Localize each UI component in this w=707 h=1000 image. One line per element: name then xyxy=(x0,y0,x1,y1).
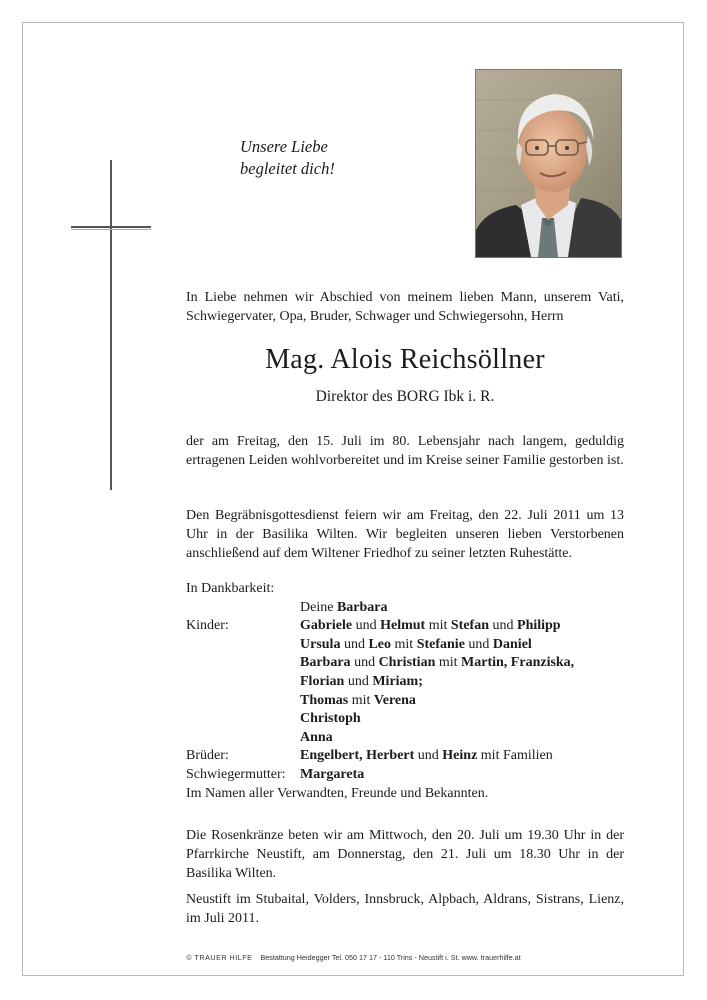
motto-line-2: begleitet dich! xyxy=(240,159,335,178)
connector: und xyxy=(464,636,493,652)
cross-bar-shadow xyxy=(71,229,151,230)
portrait-photo xyxy=(475,69,622,258)
mourners-list xyxy=(186,580,626,803)
child-line xyxy=(300,636,626,655)
child-name: Stefan xyxy=(450,618,490,634)
brothers-row xyxy=(186,747,626,766)
intro-text: In Liebe nehmen wir Abschied von meinem lieben Mann, unserem Vati, Schwiegervater, Opa, Bruder, Schwager und Schwiegersohn, Herrn xyxy=(186,290,624,324)
child-name: Christian xyxy=(378,655,436,671)
child-name: Daniel xyxy=(492,636,532,652)
child-name: Leo xyxy=(368,636,392,652)
cross-icon xyxy=(110,160,112,490)
children-label: Kinder: xyxy=(186,618,229,634)
connector: mit xyxy=(348,692,374,708)
child-line xyxy=(300,710,626,729)
child-name: Barbara xyxy=(300,655,351,671)
deceased-title: Direktor des BORG Ibk i. R. xyxy=(315,388,495,405)
death-text: der am Freitag, den 15. Juli im 80. Lebensjahr nach langem, geduldig ertragenen Leiden wohlvorbereitet und im Kreise seiner Familie gestorben ist. xyxy=(186,434,624,468)
footer xyxy=(0,953,707,962)
closing-text: Im Namen aller Verwandten, Freunde und Bekannten. xyxy=(186,785,489,801)
rosary-text: Die Rosenkränze beten wir am Mittwoch, den 20. Juli um 19.30 Uhr in der Pfarrkirche Neustift, am Donnerstag, den 21. Juli um 18.30 Uhr in der Basilika Wilten. xyxy=(186,828,624,881)
deceased-name: Mag. Alois Reichsöllner xyxy=(265,344,545,375)
child-line xyxy=(300,729,626,748)
motto-line-1: Unsere Liebe xyxy=(240,137,328,156)
child-line xyxy=(300,673,626,692)
child-line xyxy=(300,654,626,673)
wife-name: Barbara xyxy=(336,599,388,615)
child-name: Philipp xyxy=(517,618,561,634)
mother-in-law-row xyxy=(186,766,626,785)
mourners-heading: In Dankbarkeit: xyxy=(186,581,275,596)
child-name: Martin, Franziska, xyxy=(461,655,575,671)
connector: mit xyxy=(391,636,417,652)
motto xyxy=(240,136,335,180)
child-name: Helmut xyxy=(380,618,426,634)
footer-info: Bestattung Heidegger Tel. 050 17 17 - 110 Trins - Neustift i. St. www. trauerhilfe.at xyxy=(260,953,521,962)
child-name: Stefanie xyxy=(416,636,465,652)
child-name: Miriam; xyxy=(372,673,423,689)
wife-row xyxy=(186,599,626,618)
child-name: Florian xyxy=(300,673,345,689)
places-text: Neustift im Stubaital, Volders, Innsbruck, Alpbach, Aldrans, Sistrans, Lienz, im Juli 2011. xyxy=(186,892,624,926)
connector: und xyxy=(340,636,369,652)
child-name: Gabriele xyxy=(300,618,353,634)
connector: und xyxy=(489,618,518,634)
funeral-text: Den Begräbnisgottesdienst feiern wir am Freitag, den 22. Juli 2011 um 13 Uhr in der Basilika Wilten. Wir begleiten unseren lieben Verstorbenen anschließend auf dem Wiltener Friedhof zu seiner letzten Ruhestätte. xyxy=(186,508,624,561)
connector: und xyxy=(352,618,381,634)
mother-in-law-label: Schwiegermutter: xyxy=(186,766,286,782)
children-row xyxy=(186,617,626,747)
connector: und xyxy=(344,673,373,689)
connector: und xyxy=(350,655,379,671)
mother-in-law-name: Margareta xyxy=(300,766,365,782)
brother-name: Heinz xyxy=(442,748,478,764)
brothers-names: Engelbert, Herbert xyxy=(300,748,415,764)
footer-brand: © TRAUER HILFE xyxy=(186,953,253,962)
child-name: Ursula xyxy=(300,636,341,652)
wife-prefix: Deine xyxy=(300,599,334,615)
child-name: Verena xyxy=(373,692,416,708)
connector: und xyxy=(414,748,443,764)
cross-bar xyxy=(71,226,151,228)
connector: mit Familien xyxy=(477,748,553,764)
connector: mit xyxy=(425,618,451,634)
child-line xyxy=(300,692,626,711)
child-name: Anna xyxy=(300,729,333,745)
child-line xyxy=(300,617,626,636)
connector: mit xyxy=(435,655,462,671)
child-name: Christoph xyxy=(300,711,361,727)
children-list xyxy=(300,617,626,747)
brothers-label: Brüder: xyxy=(186,748,229,764)
child-name: Thomas xyxy=(300,692,349,708)
